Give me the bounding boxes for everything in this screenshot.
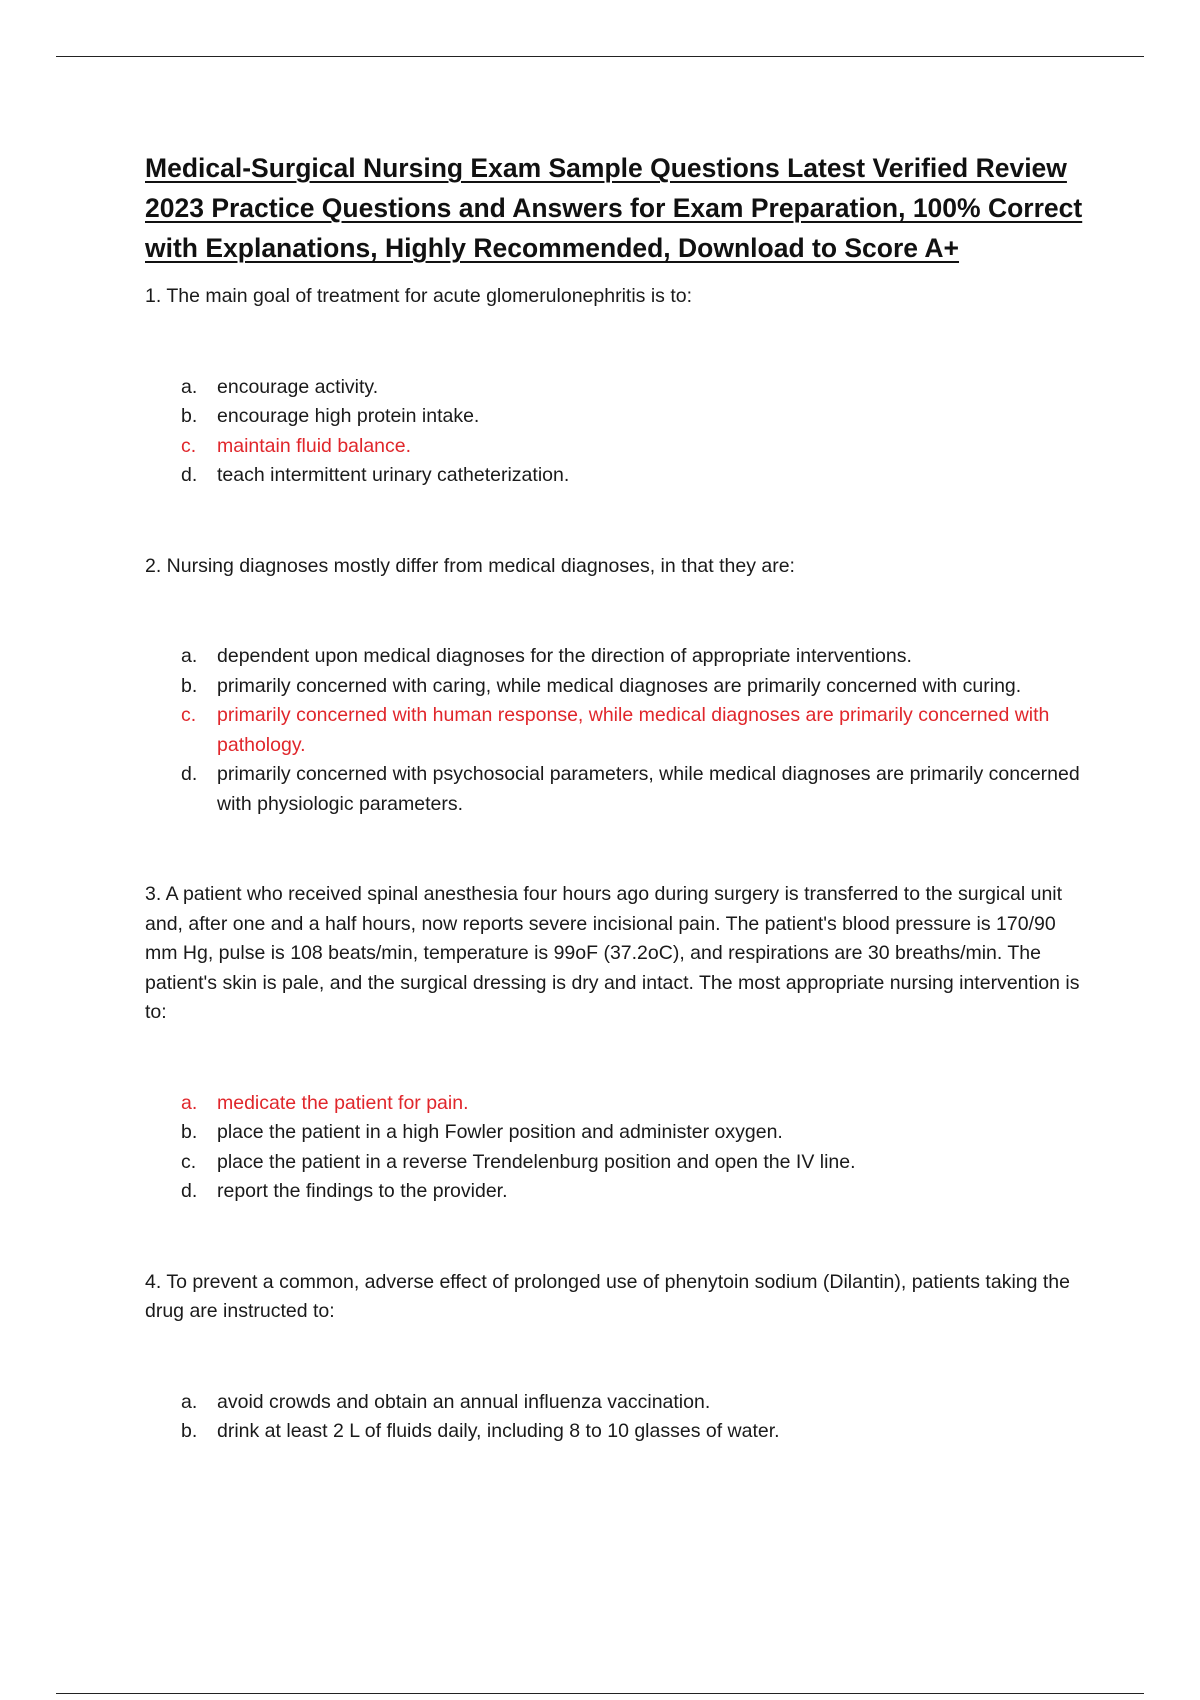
answer-options <box>145 1388 1085 1447</box>
question-text: 2. Nursing diagnoses mostly differ from medical diagnoses, in that they are: <box>145 554 795 577</box>
question-text: 3. A patient who received spinal anesthesia four hours ago during surgery is transferred to the surgical unit and, after one and a half hours, now reports severe incisional pain. The patient's blood pressure is 170/90 mm Hg, pulse is 108 beats/min, temperature is 99oF (37.2oC), and respirations are 30 breaths/min. The patient's skin is pale, and the surgical dressing is dry and intact. The most appropriate nursing intervention is to: <box>145 883 1080 1023</box>
option-a <box>145 1388 1085 1418</box>
option-text: place the patient in a reverse Trendelenburg position and open the IV line. <box>217 1150 856 1173</box>
option-c-correct <box>145 432 1085 462</box>
answer-options <box>145 642 1085 819</box>
option-c-correct <box>145 701 1085 760</box>
document-page <box>145 148 1085 1447</box>
option-letter: c. <box>181 1150 197 1173</box>
question-1 <box>145 282 1085 491</box>
option-a <box>145 373 1085 403</box>
option-d <box>145 760 1085 819</box>
option-d <box>145 461 1085 491</box>
option-text: place the patient in a high Fowler position and administer oxygen. <box>217 1121 783 1143</box>
answer-options <box>145 373 1085 491</box>
option-letter: a. <box>181 375 198 398</box>
option-b <box>145 672 1085 702</box>
document-title: Medical-Surgical Nursing Exam Sample Questions Latest Verified Review 2023 Practice Questions and Answers for Exam Preparation, 100% Correct with Explanations, Highly Recommended, Download to Score A+ <box>145 153 1083 263</box>
option-text: report the findings to the provider. <box>217 1180 508 1202</box>
option-a <box>145 642 1085 672</box>
option-letter: b. <box>181 1121 198 1143</box>
option-letter: c. <box>181 434 197 457</box>
option-b <box>145 1417 1085 1447</box>
option-text: maintain fluid balance. <box>217 434 412 457</box>
option-d <box>145 1177 1085 1207</box>
option-text: primarily concerned with human response, while medical diagnoses are primarily concerned with pathology. <box>217 704 1050 756</box>
option-c <box>145 1148 1085 1178</box>
option-text: encourage activity. <box>217 375 379 398</box>
option-text: drink at least 2 L of fluids daily, including 8 to 10 glasses of water. <box>217 1420 780 1442</box>
bottom-rule <box>56 1693 1144 1694</box>
option-letter: b. <box>181 405 198 427</box>
option-text: primarily concerned with psychosocial parameters, while medical diagnoses are primarily concerned with physiologic parameters. <box>217 763 1080 815</box>
question-text: 4. To prevent a common, adverse effect of prolonged use of phenytoin sodium (Dilantin), patients taking the drug are instructed to: <box>145 1270 1070 1322</box>
question-text: 1. The main goal of treatment for acute glomerulonephritis is to: <box>145 285 693 307</box>
option-letter: a. <box>181 1390 198 1413</box>
top-rule <box>56 56 1144 57</box>
option-text: avoid crowds and obtain an annual influenza vaccination. <box>217 1390 711 1413</box>
question-4 <box>145 1268 1085 1447</box>
question-2 <box>145 552 1085 820</box>
option-text: primarily concerned with caring, while medical diagnoses are primarily concerned with curing. <box>217 674 1022 697</box>
option-text: dependent upon medical diagnoses for the direction of appropriate interventions. <box>217 645 912 667</box>
option-b <box>145 402 1085 432</box>
option-letter: a. <box>181 1091 198 1114</box>
option-letter: d. <box>181 464 198 486</box>
answer-options <box>145 1089 1085 1207</box>
option-letter: b. <box>181 1420 198 1442</box>
option-letter: b. <box>181 674 198 697</box>
question-3 <box>145 880 1085 1207</box>
option-letter: d. <box>181 1180 198 1202</box>
option-letter: c. <box>181 704 197 726</box>
option-text: medicate the patient for pain. <box>217 1091 469 1114</box>
option-letter: a. <box>181 645 198 667</box>
option-text: teach intermittent urinary catheterization. <box>217 464 570 486</box>
option-b <box>145 1118 1085 1148</box>
option-letter: d. <box>181 763 198 785</box>
option-text: encourage high protein intake. <box>217 405 480 427</box>
option-a-correct <box>145 1089 1085 1119</box>
